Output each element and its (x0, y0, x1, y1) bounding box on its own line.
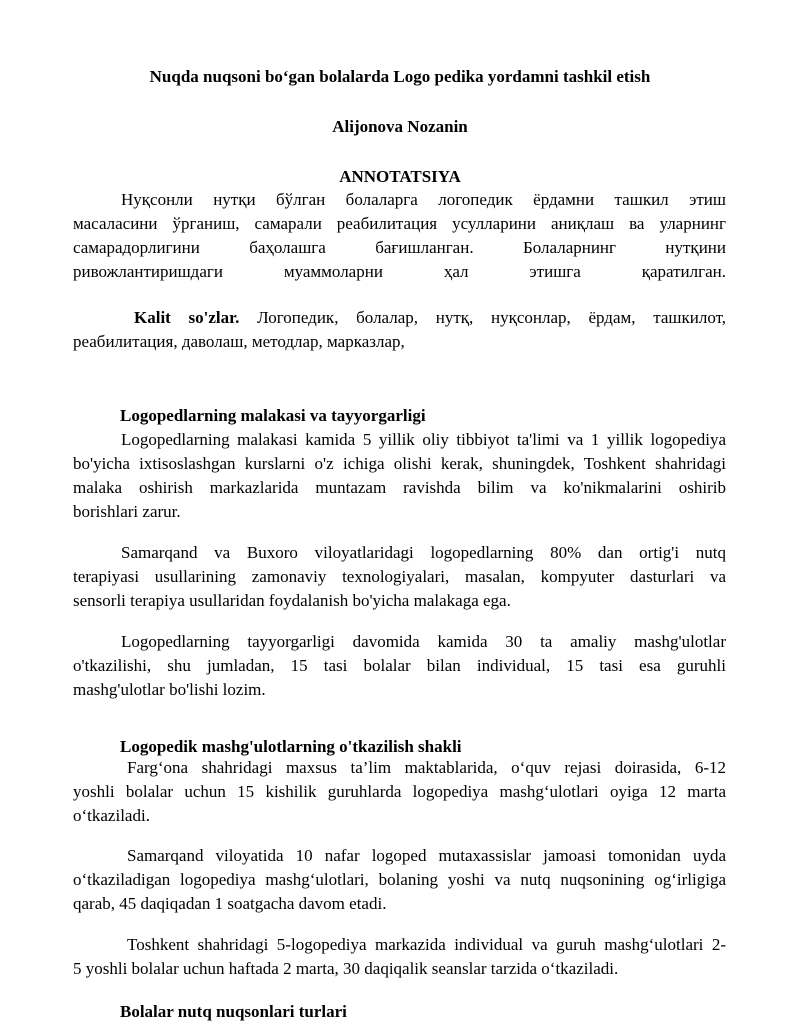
section2-paragraph (73, 844, 726, 916)
paragraph-line: o‘tkaziladi. (73, 806, 150, 825)
annotation-paragraph (73, 188, 726, 284)
paragraph-line: o'tkazilishi, shu jumladan, 15 tasi bolalar bilan individual, 15 tasi esa guruhli (73, 656, 726, 675)
paragraph-line: borishlari zarur. (73, 502, 181, 521)
keywords-paragraph (73, 306, 726, 354)
author-name: Alijonova Nozanin (332, 117, 468, 136)
section1-paragraph (73, 541, 726, 613)
annotation-line: ривожлантиришдаги муаммоларни ҳал этишга қаратилган. (73, 262, 726, 281)
annotation-line: масаласини ўрганиш, самарали реабилитация усулларини аниқлаш ва уларнинг (73, 214, 726, 233)
keywords-label: Kalit so'zlar. (134, 308, 240, 327)
paragraph-line: Logopedlarning malakasi kamida 5 yillik oliy tibbiyot ta'limi va 1 yillik logopediya (121, 430, 726, 449)
paragraph-line: 5 yoshli bolalar uchun haftada 2 marta, 30 daqiqalik seanslar tarzida o‘tkaziladi. (73, 959, 619, 978)
paragraph-line: Logopedlarning tayyorgarligi davomida kamida 30 ta amaliy mashg'ulotlar (121, 632, 726, 651)
document-title: Nuqda nuqsoni bo‘gan bolalarda Logo pedika yordamni tashkil etish (149, 67, 651, 86)
paragraph-line: qarab, 45 daqiqadan 1 soatgacha davom etadi. (73, 894, 387, 913)
section-heading-qualification: Logopedlarning malakasi va tayyorgarligi (120, 406, 426, 425)
paragraph-line: o‘tkaziladigan logopediya mashg‘ulotlari, bolaning yoshi va nutq nuqsonining og‘irligiga (73, 870, 726, 889)
keywords-line (73, 306, 726, 330)
annotation-line: самарадорлигини баҳолашга бағишланган. Болаларнинг нутқини (73, 238, 726, 257)
paragraph-line: bo'yicha ixtisoslashgan kurslarni o'z ichiga olishi kerak, shuningdek, Toshkent shahridagi (73, 454, 726, 473)
section-heading-lesson-form: Logopedik mashg'ulotlarning o'tkazilish shakli (120, 737, 462, 756)
section1-paragraph (73, 630, 726, 702)
paragraph-line: malaka oshirish markazlarida muntazam ravishda bilim va ko'nikmalarini oshirib (73, 478, 726, 497)
section1-paragraph (73, 428, 726, 524)
section2-paragraph (73, 933, 726, 981)
paragraph-line: sensorli terapiya usullaridan foydalanish bo'yicha malakaga ega. (73, 591, 511, 610)
paragraph-line: terapiyasi usullarining zamonaviy texnologiyalari, masalan, kompyuter dasturlari va (73, 567, 726, 586)
paragraph-line: Samarqand viloyatida 10 nafar logoped mutaxassislar jamoasi tomonidan uyda (127, 846, 726, 865)
paragraph-line: Toshkent shahridagi 5-logopediya markazida individual va guruh mashg‘ulotlari 2- (127, 935, 726, 954)
annotation-line: Нуқсонли нутқи бўлган болаларга логопедик ёрдамни ташкил этиш (121, 190, 726, 209)
paragraph-line: Farg‘ona shahridagi maxsus ta’lim maktablarida, o‘quv rejasi doirasida, 6-12 (127, 758, 726, 777)
section2-paragraph (73, 756, 726, 828)
annotation-heading: ANNOTATSIYA (339, 167, 461, 186)
paragraph-line: Samarqand va Buxoro viloyatlaridagi logopedlarning 80% dan ortig'i nutq (121, 543, 726, 562)
section-heading-speech-defects: Bolalar nutq nuqsonlari turlari (120, 1002, 347, 1021)
keywords-list: Логопедик, болалар, нутқ, нуқсонлар, ёрдам, ташкилот, (257, 308, 727, 327)
paragraph-line: yoshli bolalar uchun 15 kishilik guruhlarda logopediya mashg‘ulotlari oyiga 12 marta (73, 782, 726, 801)
keywords-line: реабилитация, даволаш, методлар, марказлар, (73, 332, 405, 351)
paragraph-line: mashg'ulotlar bo'lishi lozim. (73, 680, 266, 699)
